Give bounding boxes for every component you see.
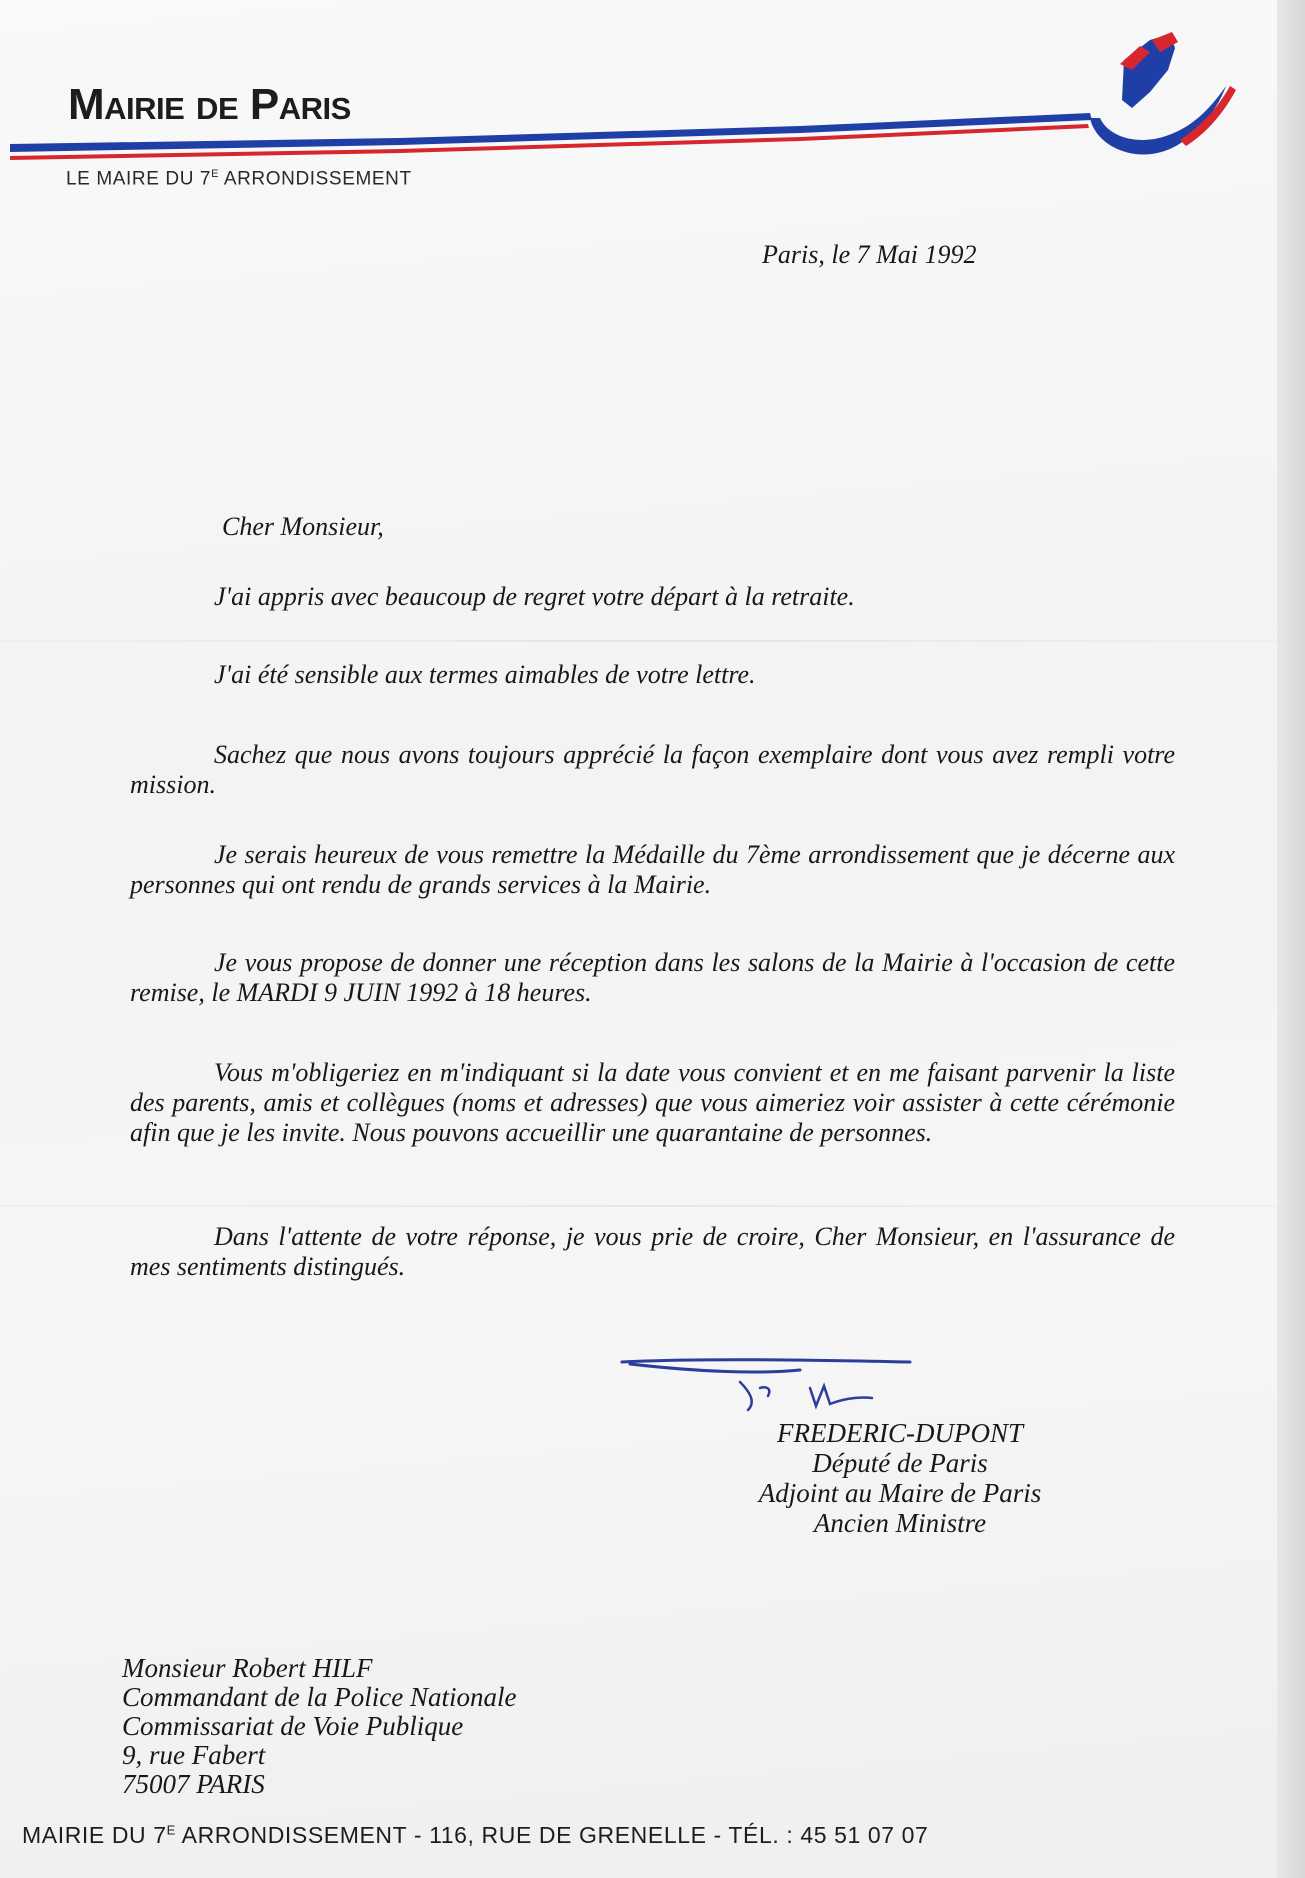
letter-date: Paris, le 7 Mai 1992 bbox=[762, 240, 977, 269]
recipient-line: Commandant de la Police Nationale bbox=[122, 1682, 517, 1712]
handwritten-signature bbox=[610, 1352, 930, 1422]
signatory-title: Adjoint au Maire de Paris bbox=[758, 1478, 1042, 1508]
signature-block bbox=[700, 1418, 1100, 1538]
footer-post: ARRONDISSEMENT - 116, RUE DE GRENELLE - TÉL. : 45 51 07 07 bbox=[175, 1822, 929, 1848]
letterhead-subtitle bbox=[66, 168, 412, 190]
letter-footer bbox=[22, 1822, 928, 1849]
recipient-line: 75007 PARIS bbox=[122, 1769, 265, 1799]
body-paragraph: Dans l'attente de votre réponse, je vous prie de croire, Cher Monsieur, en l'assurance de mes sentiments distingués. bbox=[130, 1222, 1175, 1281]
body-paragraph: Sachez que nous avons toujours apprécié la façon exemplaire dont vous avez rempli votre mission. bbox=[130, 740, 1175, 799]
recipient-line: Commissariat de Voie Publique bbox=[122, 1711, 464, 1741]
recipient-line: 9, rue Fabert bbox=[122, 1740, 266, 1770]
paper-fold bbox=[0, 640, 1305, 642]
body-paragraph: Je vous propose de donner une réception dans les salons de la Mairie à l'occasion de cette remise, le MARDI 9 JUIN 1992 à 18 heures. bbox=[130, 948, 1175, 1007]
recipient-line: Monsieur Robert HILF bbox=[122, 1653, 373, 1683]
marianne-logo-icon bbox=[1090, 32, 1236, 154]
subtitle-sup: E bbox=[211, 168, 219, 180]
footer-sup: E bbox=[166, 1822, 176, 1838]
body-paragraph: J'ai appris avec beaucoup de regret votre départ à la retraite. bbox=[214, 582, 855, 611]
body-paragraph: Je serais heureux de vous remettre la Médaille du 7ème arrondissement que je décerne aux personnes qui ont rendu de grands services à la Mairie. bbox=[130, 840, 1175, 899]
footer-pre: MAIRIE DU 7 bbox=[22, 1822, 167, 1848]
body-paragraph: J'ai été sensible aux termes aimables de votre lettre. bbox=[214, 660, 756, 689]
letterhead-title-text: Mairie de Paris bbox=[68, 80, 351, 129]
paper-fold bbox=[0, 1205, 1305, 1207]
signatory-title: Ancien Ministre bbox=[813, 1508, 987, 1538]
signatory-title: Député de Paris bbox=[812, 1448, 988, 1478]
paper-edge bbox=[1277, 0, 1305, 1878]
subtitle-post: ARRONDISSEMENT bbox=[219, 168, 412, 190]
recipient-address bbox=[122, 1654, 516, 1799]
signatory-name: FREDERIC-DUPONT bbox=[777, 1418, 1023, 1448]
subtitle-pre: LE MAIRE DU 7 bbox=[66, 168, 212, 190]
letterhead-title bbox=[68, 80, 351, 130]
body-paragraph: Vous m'obligeriez en m'indiquant si la date vous convient et en me faisant parvenir la liste des parents, amis et collègues (noms et adresses) que vous aimeriez voir assister à cette cérémonie afin que je les invite. Nous pouvons accueillir une quarantaine de personnes. bbox=[130, 1058, 1175, 1147]
salutation: Cher Monsieur, bbox=[222, 512, 384, 541]
